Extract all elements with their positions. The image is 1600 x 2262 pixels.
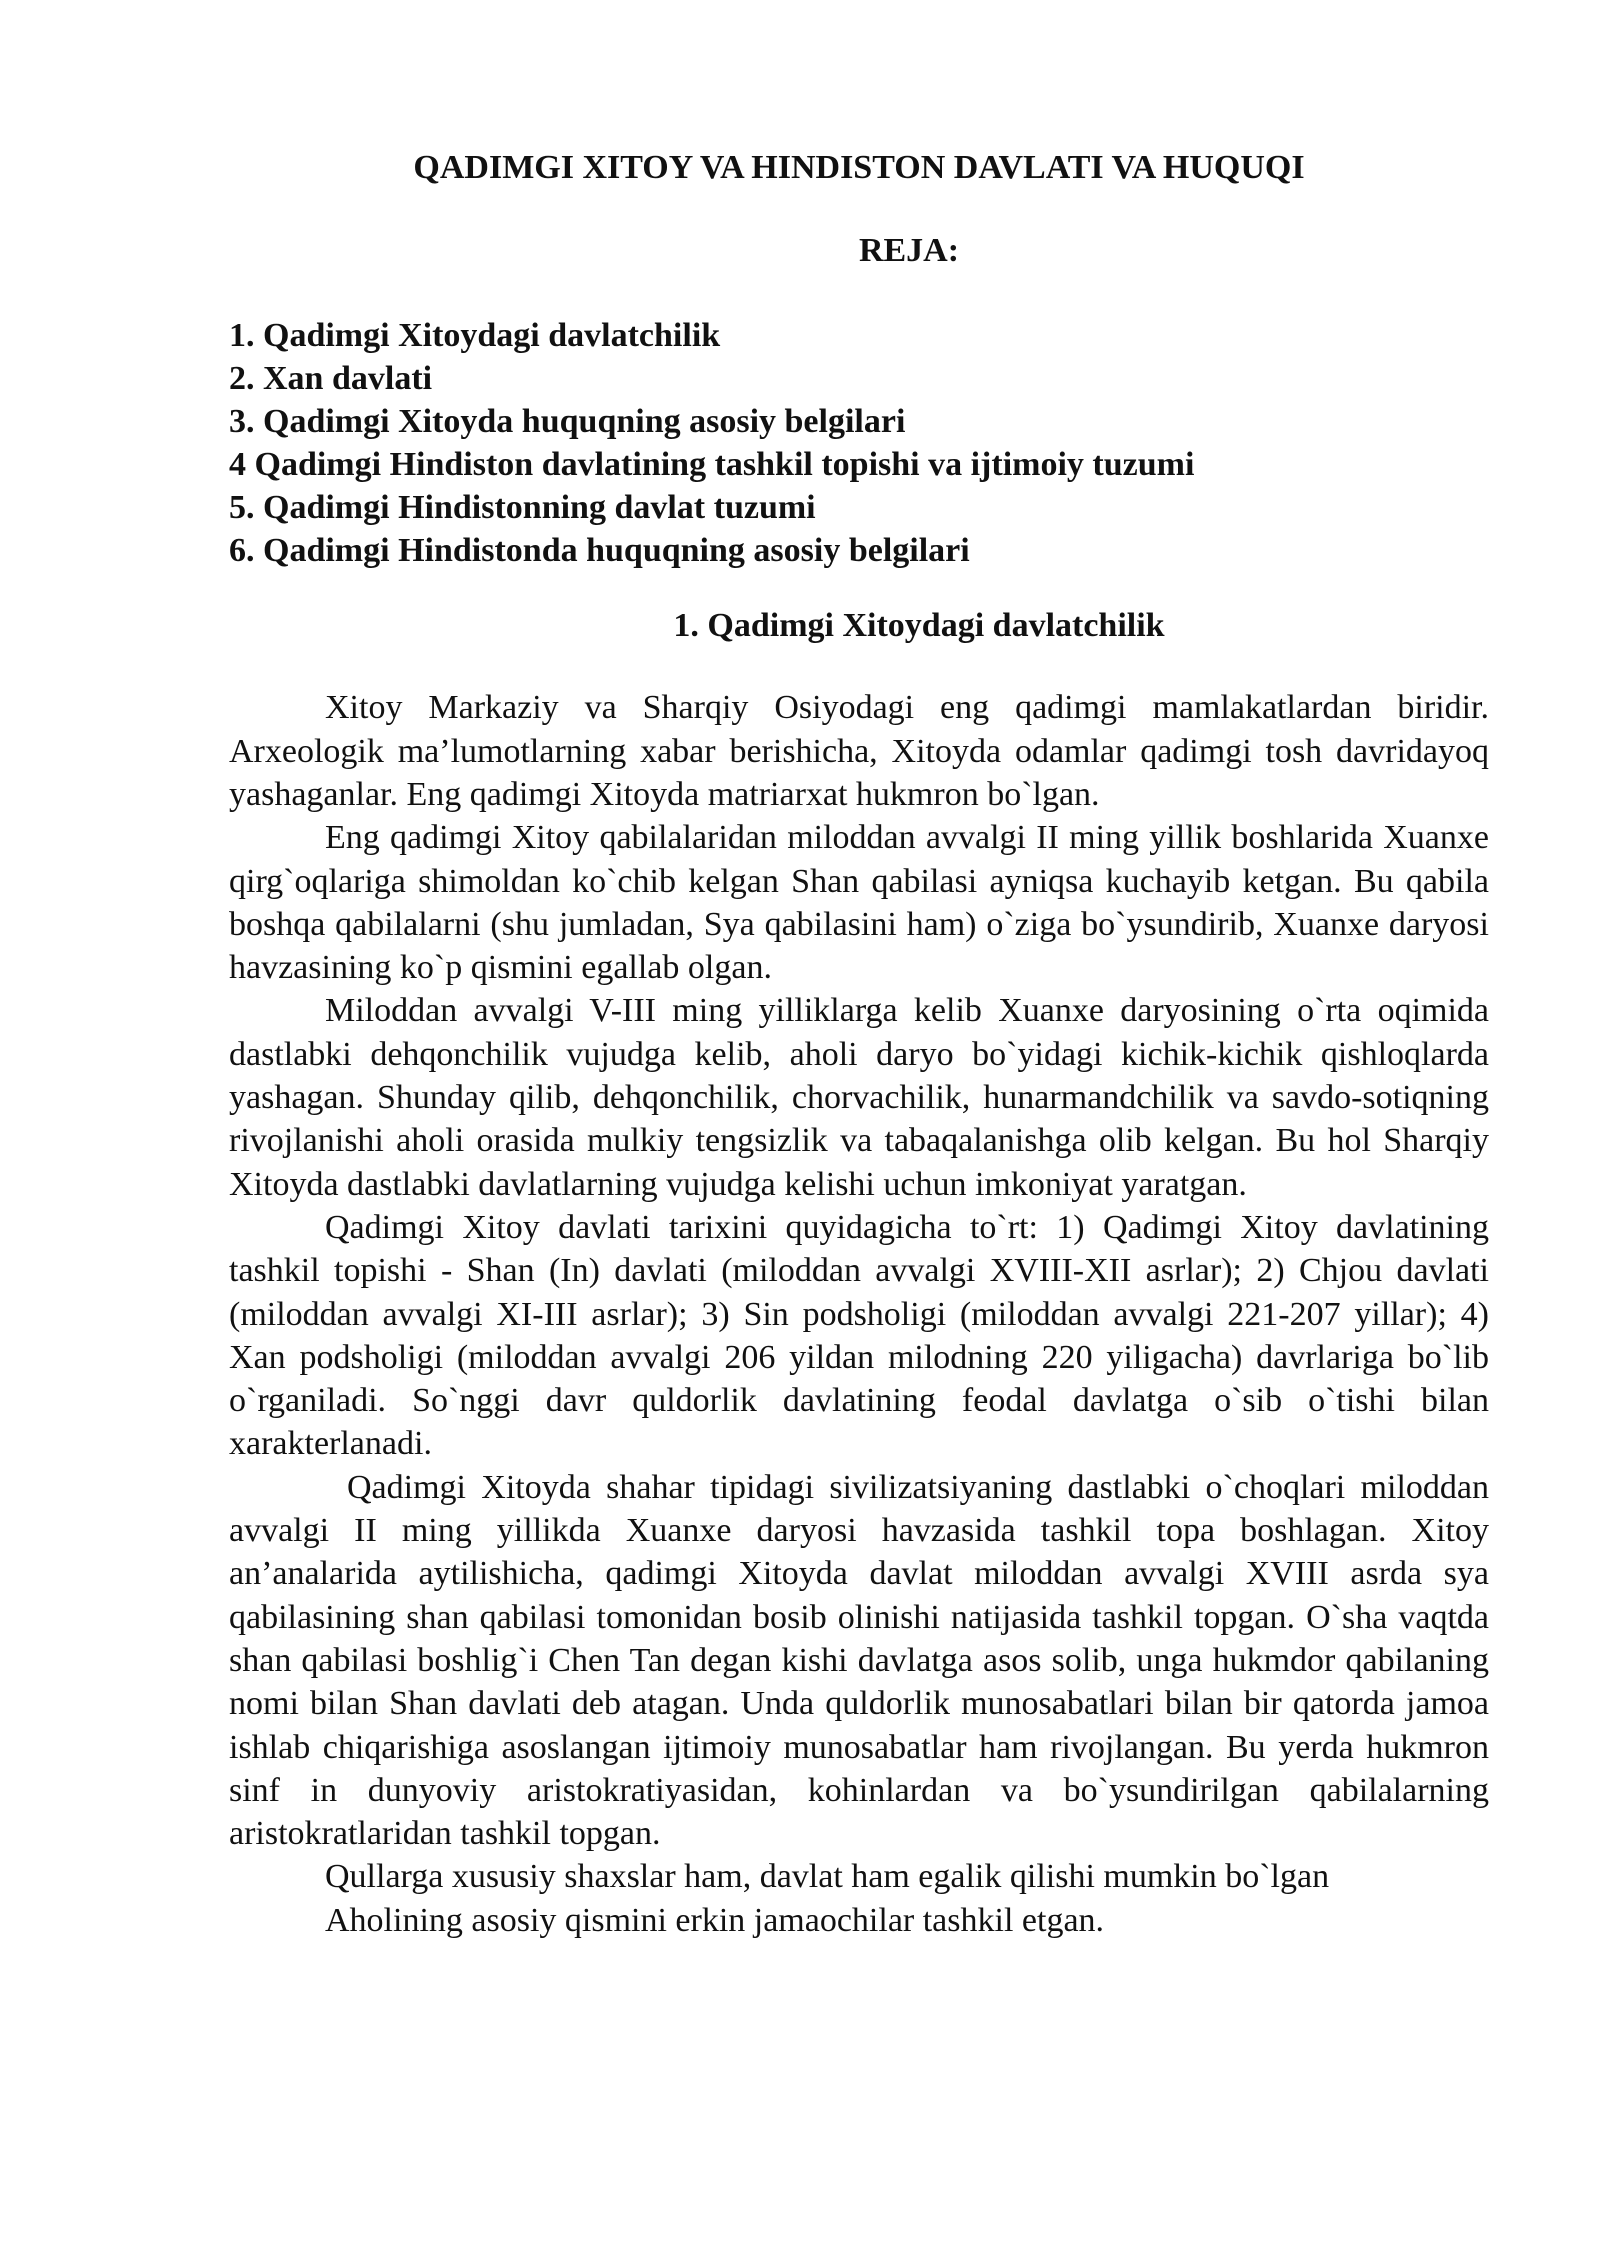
- paragraph: Miloddan avvalgi V-III ming yilliklarga kelib Xuanxe daryosining o`rta oqimida dastlabki dehqonchilik vujudga kelib, aholi daryo bo`yidagi kichik-kichik qishloqlarda yashagan. Shunday qilib, dehqonchilik, chorvachilik, hunarmandchilik va savdo-sotiqning rivojlanishi aholi orasida mulkiy tengsizlik va tabaqalanishga olib kelgan. Bu hol Sharqiy Xitoyda dastlabki davlatlarning vujudga kelishi uchun imkoniyat yaratgan.: [229, 992, 1489, 1203]
- plan-list: [229, 314, 1489, 572]
- paragraph: Aholining asosiy qismini erkin jamaochilar tashkil etgan.: [325, 1901, 1105, 1939]
- plan-item: 4 Qadimgi Hindiston davlatining tashkil topishi va ijtimoiy tuzumi: [229, 445, 1195, 483]
- plan-item: 3. Qadimgi Xitoyda huquqning asosiy belgilari: [229, 402, 906, 440]
- paragraph: Qadimgi Xitoyda shahar tipidagi sivilizatsiyaning dastlabki o`choqlari miloddan avvalgi II ming yillikda Xuanxe daryosi havzasida tashkil topa boshlagan. Xitoy an’analarida aytilishicha, qadimgi Xitoyda davlat miloddan avvalgi XVIII asrda sya qabilasining shan qabilasi tomonidan bosib olinishi natijasida tashkil topgan. O`sha vaqtda shan qabilasi boshlig`i Chen Tan degan kishi davlatga asos solib, unga hukmdor qabilaning nomi bilan Shan davlati deb atagan. Unda quldorlik munosabatlari bilan bir qatorda jamoa ishlab chiqarishiga asoslangan ijtimoiy munosabatlar ham rivojlangan. Bu yerda hukmron sinf in dunyoviy aristokratiyasidan, kohinlardan va bo`ysundirilgan qabilalarning aristokratlaridan tashkil topgan.: [229, 1468, 1489, 1853]
- section-heading: 1. Qadimgi Xitoydagi davlatchilik: [673, 606, 1165, 644]
- plan-item: 2. Xan davlati: [229, 359, 433, 397]
- plan-item: 6. Qadimgi Hindistonda huquqning asosiy belgilari: [229, 531, 970, 569]
- paragraph: Eng qadimgi Xitoy qabilalaridan miloddan avvalgi II ming yillik boshlarida Xuanxe qirg`oqlariga shimoldan ko`chib kelgan Shan qabilasi ayniqsa kuchayib ketgan. Bu qabila boshqa qabilalarni (shu jumladan, Sya qabilasini ham) o`ziga bo`ysundirib, Xuanxe daryosi havzasining ko`p qismini egallab olgan.: [229, 819, 1489, 987]
- document-content: [229, 148, 1489, 1942]
- body-text: [229, 686, 1489, 1942]
- paragraph: Qadimgi Xitoy davlati tarixini quyidagicha to`rt: 1) Qadimgi Xitoy davlatining tashkil topishi - Shan (In) davlati (miloddan avvalgi XVIII-XII asrlar); 2) Chjou davlati (miloddan avvalgi XI-III asrlar); 3) Sin podsholigi (miloddan avvalgi 221-207 yillar); 4) Xan podsholigi (miloddan avvalgi 206 yildan milodning 220 yiligacha) davrlariga bo`lib o`rganiladi. So`nggi davr quldorlik davlatining feodal davlatga o`sib o`tishi bilan xarakterlanadi.: [229, 1208, 1489, 1463]
- document-title: QADIMGI XITOY VA HINDISTON DAVLATI VA HUQUQI: [413, 149, 1305, 186]
- paragraph: Xitoy Markaziy va Sharqiy Osiyodagi eng qadimgi mamlakatlardan biridir. Arxeologik ma’lumotlarning xabar berishicha, Xitoyda odamlar qadimgi tosh davridayoq yashaganlar. Eng qadimgi Xitoyda matriarxat hukmron bo`lgan.: [229, 689, 1489, 813]
- paragraph: Qullarga xususiy shaxslar ham, davlat ham egalik qilishi mumkin bo`lgan: [325, 1858, 1330, 1896]
- plan-item: 5. Qadimgi Hindistonning davlat tuzumi: [229, 488, 816, 526]
- plan-item: 1. Qadimgi Xitoydagi davlatchilik: [229, 316, 721, 354]
- plan-heading: REJA:: [858, 231, 960, 269]
